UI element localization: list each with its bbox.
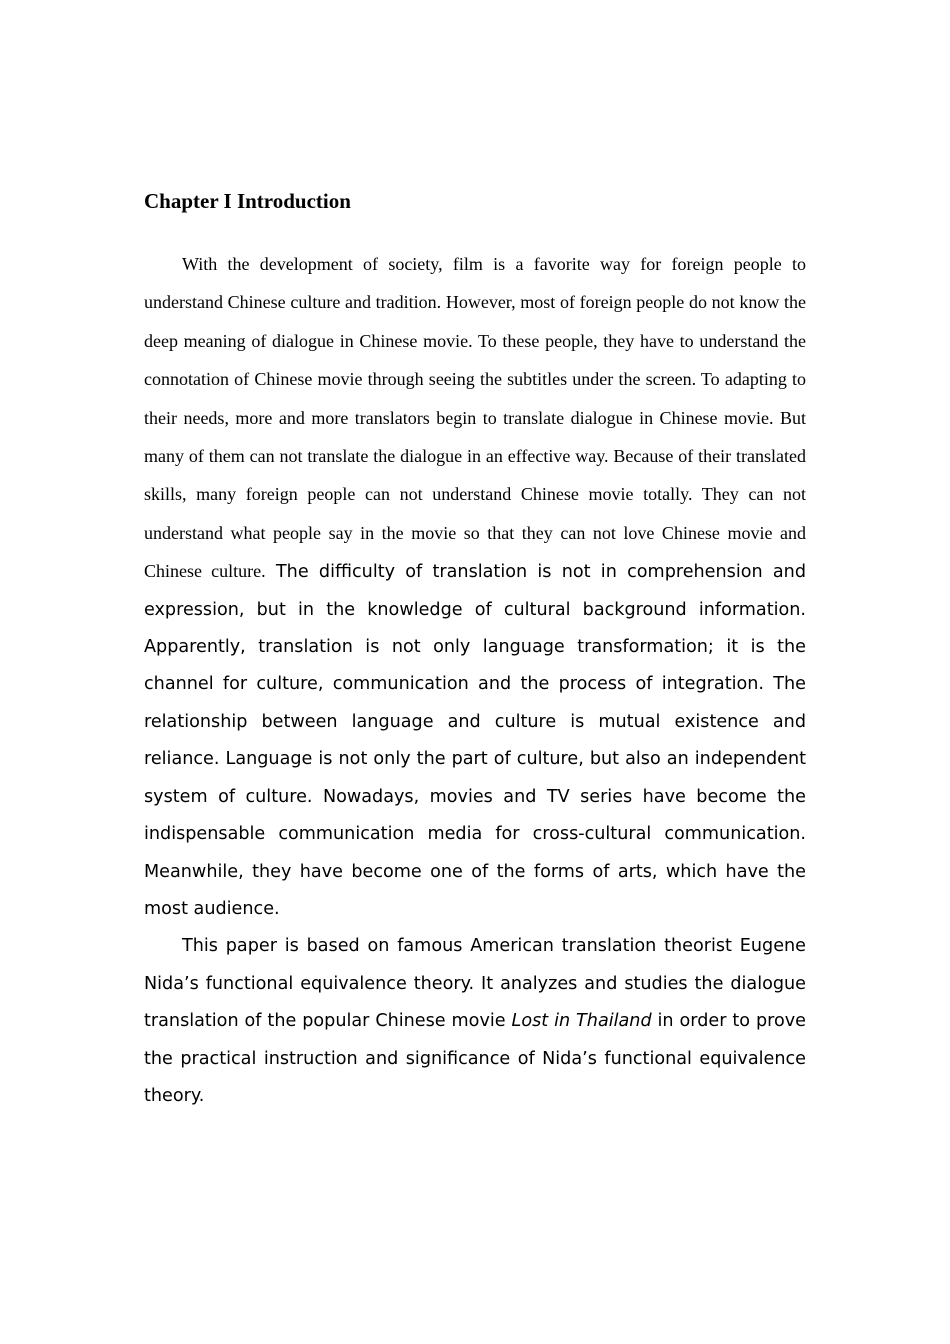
paragraph-2-text-after: in order to prove the practical instruction and significance of Nida’s functional equivalence theory.	[144, 1011, 806, 1106]
movie-title: Lost in Thailand	[511, 1011, 652, 1032]
paragraph-2-text-before: This paper is based on famous American translation theorist Eugene Nida’s functional equivalence theory. It analyzes and studies the dialogue translation of the popular Chinese movie	[144, 936, 806, 1032]
paragraph-2	[144, 928, 806, 1115]
paragraph-1	[144, 246, 806, 928]
chapter-heading: Chapter I Introduction	[144, 189, 351, 213]
page-content	[144, 186, 806, 1115]
paragraph-1-sans-text: The difficulty of translation is not in comprehension and expression, but in the knowledge of cultural background information. Apparently, translation is not only language transformation; it is the channel for culture, communication and the process of integration. The relationship between language and culture is mutual existence and reliance. Language is not only the part of culture, but also an independent system of culture. Nowadays, movies and TV series have become the indispensable communication media for cross-cultural communication. Meanwhile, they have become one of the forms of arts, which have the most audience.	[144, 562, 807, 919]
paragraph-1-serif-text: With the development of society, film is a favorite way for foreign people to understand Chinese culture and tradition. However, most of foreign people do not know the deep meaning of dialogue in Chinese movie. To these people, they have to understand the connotation of Chinese movie through seeing the subtitles under the screen. To adapting to their needs, more and more translators begin to translate dialogue in Chinese movie. But many of them can not translate the dialogue in an effective way. Because of their translated skills, many foreign people can not understand Chinese movie totally. They can not understand what people say in the movie so that they can not love Chinese movie and Chinese culture.	[144, 254, 806, 582]
